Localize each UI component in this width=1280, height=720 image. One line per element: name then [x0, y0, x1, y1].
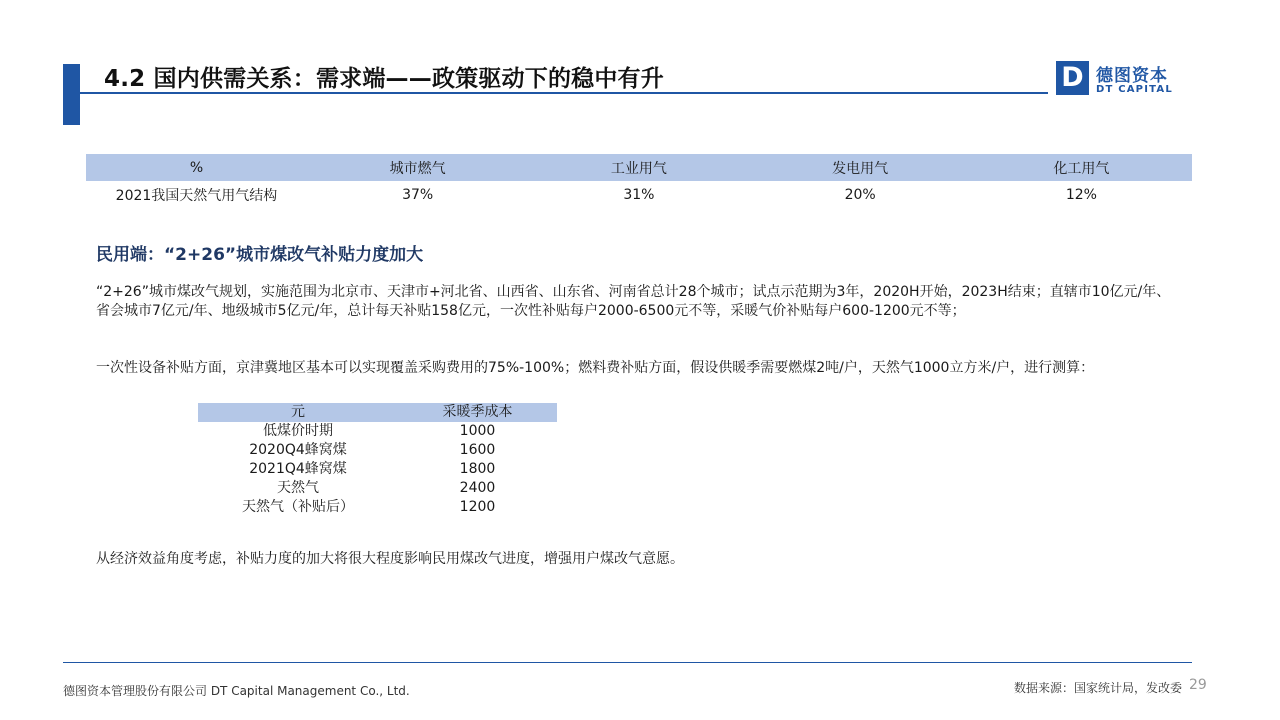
table-cell: 20% — [844, 186, 876, 203]
table-cell: 1800 — [459, 461, 496, 477]
table-cell: 1200 — [459, 499, 496, 515]
footer-company: 德图资本管理股份有限公司 DT Capital Management Co., Ltd. — [63, 684, 410, 698]
table-cell: 31% — [623, 186, 655, 203]
table-row — [198, 479, 557, 498]
page-title: 4.2 国内供需关系：需求端——政策驱动下的稳中有升 — [104, 66, 664, 92]
title-underline — [80, 92, 1048, 94]
table-header-row — [198, 403, 557, 422]
conclusion-paragraph: 从经济效益角度考虑，补贴力度的加大将很大程度影响民用煤改气进度，增强用户煤改气意愿。 — [96, 551, 684, 567]
table-row — [198, 460, 557, 479]
table-row — [198, 441, 557, 460]
table-header-cell: 化工用气 — [971, 154, 1192, 181]
table-header-cell: 工业用气 — [528, 154, 749, 181]
table-header-cell: 城市燃气 — [307, 154, 528, 181]
table-cell: 2020Q4蜂窝煤 — [249, 442, 347, 458]
logo-name-en: DT CAPITAL — [1096, 84, 1173, 95]
table-row — [198, 422, 557, 441]
gas-usage-structure-table — [86, 154, 1192, 208]
table-cell: 2021Q4蜂窝煤 — [249, 461, 347, 477]
table-row — [86, 181, 1192, 208]
table-row — [198, 498, 557, 517]
table-cell: 天然气 — [277, 480, 319, 496]
table-cell: 2021我国天然气用气结构 — [115, 187, 278, 204]
table-cell: 1600 — [459, 442, 496, 458]
table-header-cell: 采暖季成本 — [398, 403, 557, 422]
section-heading: 民用端：“2+26”城市煤改气补贴力度加大 — [96, 245, 424, 265]
heating-cost-table — [198, 403, 557, 517]
table-header-cell: 发电用气 — [750, 154, 971, 181]
table-cell: 天然气（补贴后） — [242, 499, 354, 515]
policy-paragraph: “2+26”城市煤改气规划，实施范围为北京市、天津市+河北省、山西省、山东省、河南省总计28个城市；试点示范期为3年，2020H开始，2023H结束；直辖市10亿元/年、省会城市7亿元/年、地级城市5亿元/年，总计每天补贴158亿元，一次性补贴每户2000-6500元不等，采暖气价补贴每户600-1200元不等； — [96, 284, 1171, 319]
table-header-row — [86, 154, 1192, 181]
footer-divider — [63, 662, 1192, 663]
table-header-cell: % — [86, 154, 307, 181]
company-logo — [1056, 61, 1180, 97]
page-number: 29 — [1189, 677, 1207, 693]
table-cell: 37% — [402, 186, 434, 203]
table-cell: 低煤价时期 — [263, 423, 333, 439]
table-cell: 2400 — [459, 480, 496, 496]
logo-name-cn: 德图资本 — [1096, 66, 1168, 86]
table-cell: 12% — [1065, 186, 1097, 203]
title-accent-bar — [63, 64, 80, 125]
table-header-cell: 元 — [198, 403, 398, 422]
table-cell: 1000 — [459, 423, 496, 439]
subsidy-paragraph: 一次性设备补贴方面，京津冀地区基本可以实现覆盖采购费用的75%-100%；燃料费补贴方面，假设供暖季需要燃煤2吨/户，天然气1000立方米/户，进行测算： — [96, 360, 1095, 376]
logo-mark-icon: D — [1056, 61, 1089, 95]
footer-data-source: 数据来源：国家统计局，发改委 — [1013, 681, 1182, 695]
